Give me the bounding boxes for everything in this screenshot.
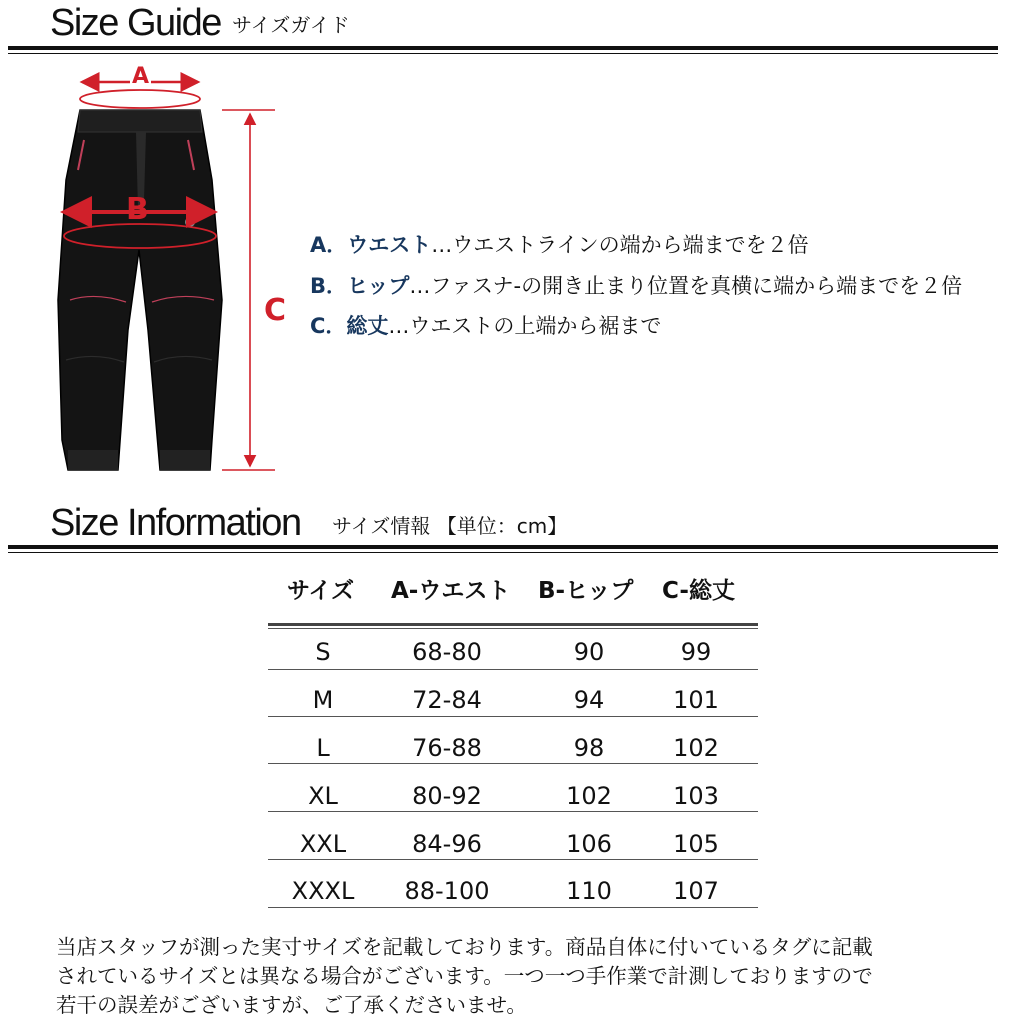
table-row-rule — [268, 907, 758, 908]
legend-a-key: A．ウエスト — [310, 233, 432, 257]
marker-b-label: B — [126, 192, 149, 227]
table-cell: 105 — [673, 830, 719, 858]
legend-a-text: …ウエストラインの端から端までを２倍 — [431, 233, 809, 257]
legend-c-text: …ウエストの上端から裾まで — [388, 314, 662, 338]
legend-c — [310, 316, 661, 337]
measure-c — [222, 110, 275, 470]
table-cell: 90 — [573, 638, 605, 666]
table-cell: XXL — [299, 830, 347, 858]
note-line-1: 当店スタッフが測った実寸サイズを記載しております。商品自体に付いているタグに記載 — [56, 935, 873, 959]
table-header-rule — [268, 623, 758, 626]
size-info-title: Size Information — [50, 502, 301, 544]
marker-a-label: A — [132, 64, 150, 89]
pants-shape — [58, 110, 222, 470]
table-cell: 102 — [566, 782, 612, 810]
legend-c-key: C．総丈 — [310, 314, 389, 338]
header-size: サイズ — [287, 578, 355, 604]
table-cell: XXXL — [291, 877, 355, 905]
table-cell: 68-80 — [412, 638, 482, 666]
table-cell: 72-84 — [412, 686, 482, 714]
table-cell: 98 — [573, 734, 605, 762]
header-hip: B-ヒップ — [538, 578, 634, 604]
table-row-rule — [268, 716, 758, 717]
table-cell: 106 — [566, 830, 612, 858]
table-cell: 107 — [673, 877, 719, 905]
header-waist: A-ウエスト — [391, 578, 511, 604]
table-cell: 99 — [680, 638, 712, 666]
legend-b-text: …ファスナ-の開き止まり位置を真横に端から端までを２倍 — [409, 274, 963, 298]
divider-thick — [8, 46, 998, 50]
legend-b — [310, 276, 962, 297]
legend-b-key: B．ヒップ — [310, 274, 410, 298]
table-row-rule — [268, 669, 758, 670]
table-cell: 94 — [573, 686, 605, 714]
table-row-rule — [268, 811, 758, 812]
divider-thin — [8, 53, 998, 54]
table-cell: 84-96 — [412, 830, 482, 858]
table-cell: 102 — [673, 734, 719, 762]
marker-c-label: C — [264, 293, 287, 328]
table-cell: L — [316, 734, 330, 762]
note-line-3: 若干の誤差がございますが、ご了承くださいませ。 — [56, 993, 527, 1017]
legend-a — [310, 235, 809, 256]
table-cell: S — [315, 638, 331, 666]
table-header-rule-thin — [268, 628, 758, 629]
size-info-subtitle: サイズ情報 【単位：cm】 — [332, 514, 568, 538]
divider-thin-2 — [8, 552, 998, 553]
note-line-2: されているサイズとは異なる場合がございます。一つ一つ手作業で計測しておりますので — [56, 964, 873, 988]
table-row-rule — [268, 763, 758, 764]
table-cell: M — [312, 686, 334, 714]
table-cell: 101 — [673, 686, 719, 714]
pants-illustration — [40, 60, 290, 480]
table-cell: 103 — [673, 782, 719, 810]
size-guide-subtitle: サイズガイド — [232, 13, 350, 37]
table-cell: 110 — [566, 877, 612, 905]
table-cell: 80-92 — [412, 782, 482, 810]
header-length: C-総丈 — [662, 578, 735, 604]
size-guide-title: Size Guide — [50, 2, 221, 44]
table-row-rule — [268, 859, 758, 860]
table-cell: XL — [308, 782, 338, 810]
table-cell: 76-88 — [412, 734, 482, 762]
table-cell: 88-100 — [404, 877, 490, 905]
divider-thick-2 — [8, 545, 998, 549]
